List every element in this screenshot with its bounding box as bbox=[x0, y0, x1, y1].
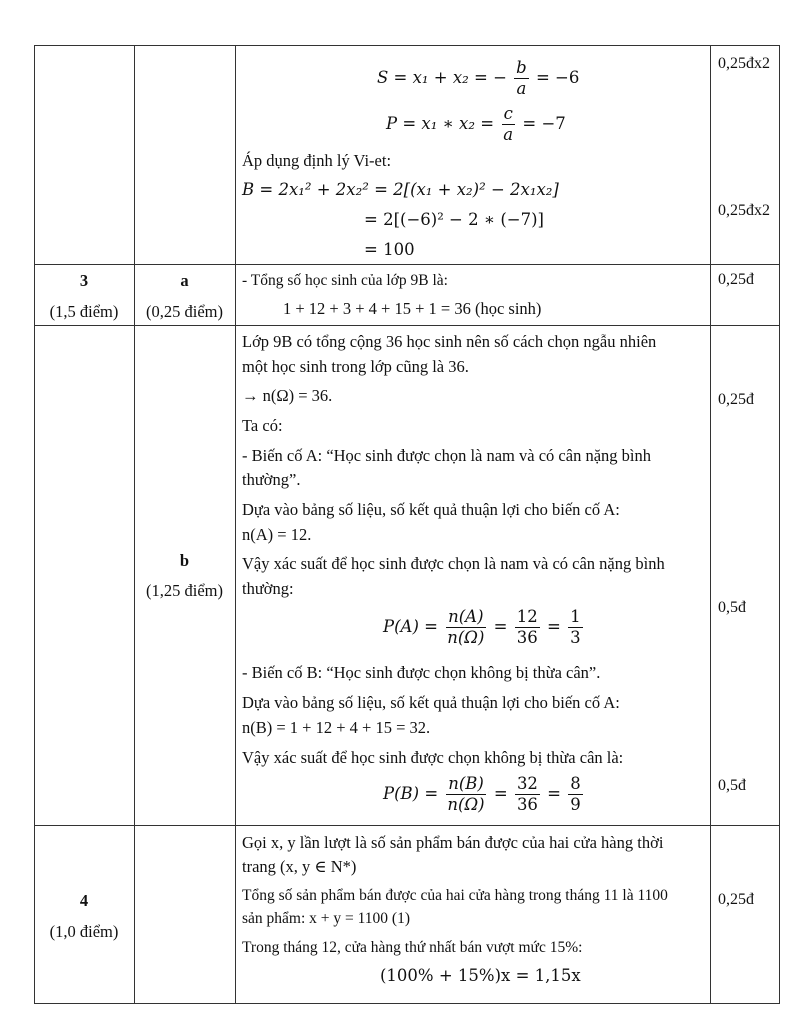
variables-definition-2: trang (x, y ∈ N*) bbox=[242, 857, 357, 876]
november-total-2: sản phẩm: x + y = 1100 (1) bbox=[242, 910, 411, 927]
event-a-favorable-text: Dựa vào bảng số liệu, số kết quả thuận lợi cho biến cố A: bbox=[242, 500, 620, 519]
total-students-sum: 1 + 12 + 3 + 4 + 15 + 1 = 36 (học sinh) bbox=[283, 299, 542, 318]
table-border-left bbox=[34, 45, 35, 1004]
question-number-3: 3 bbox=[79, 271, 89, 290]
viet-heading: Áp dụng định lý Vi-et: bbox=[242, 151, 392, 170]
sample-space-result: → n(Ω) = 36. bbox=[242, 386, 333, 405]
part-b-label: b bbox=[179, 551, 190, 570]
score-row1-a: 0,25đx2 bbox=[718, 55, 770, 72]
probability-a-text-1: Vậy xác suất để học sinh được chọn là nam và có cân nặng bình bbox=[242, 554, 665, 573]
question-4-points: (1,0 điểm) bbox=[49, 922, 119, 941]
event-a-count: n(A) = 12. bbox=[242, 525, 312, 544]
row-divider-1 bbox=[34, 264, 780, 265]
december-store1-equation: (100% + 15%)x = 1,15x bbox=[380, 966, 581, 985]
score-row4: 0,25đ bbox=[718, 891, 754, 908]
table-border-right bbox=[779, 45, 780, 1004]
question-3-points: (1,5 điểm) bbox=[49, 302, 119, 321]
event-a-definition-1: - Biến cố A: “Học sinh được chọn là nam và có cân nặng bình bbox=[242, 446, 651, 465]
question-number-4: 4 bbox=[79, 891, 89, 910]
probability-a-equation: P(A) = $\frac{n(A)}{n(\Omega)}$ = $\frac{12}{36}$ = $\frac{1}{3}$ bbox=[383, 607, 581, 647]
column-divider-1 bbox=[134, 45, 135, 1004]
variables-definition-1: Gọi x, y lần lượt là số sản phẩm bán được của hai cửa hàng thời bbox=[242, 833, 664, 852]
event-b-definition: - Biến cố B: “Học sinh được chọn không bị thừa cân”. bbox=[242, 663, 601, 682]
part-a-points: (0,25 điểm) bbox=[146, 302, 223, 321]
equation-b-line3: = 100 bbox=[364, 240, 415, 259]
score-row1-b: 0,25đx2 bbox=[718, 202, 770, 219]
table-border-bottom bbox=[34, 1003, 780, 1004]
row-divider-2 bbox=[34, 325, 780, 326]
total-students-heading: - Tổng số học sinh của lớp 9B là: bbox=[242, 272, 448, 289]
row-divider-3 bbox=[34, 825, 780, 826]
november-total-1: Tổng số sản phẩm bán được của hai cửa hàng trong tháng 11 là 1100 bbox=[242, 887, 668, 904]
event-b-count: n(B) = 1 + 12 + 4 + 15 = 32. bbox=[242, 718, 431, 737]
part-b-points: (1,25 điểm) bbox=[146, 581, 223, 600]
ta-co-label: Ta có: bbox=[242, 416, 283, 435]
probability-b-equation: P(B) = $\frac{n(B)}{n(\Omega)}$ = $\frac{32}{36}$ = $\frac{8}{9}$ bbox=[383, 774, 581, 814]
score-row2: 0,25đ bbox=[718, 271, 754, 288]
probability-a-text-2: thường: bbox=[242, 579, 294, 598]
equation-sum: S = x₁ + x₂ = − $\frac{b}{a}$ = −6 bbox=[377, 58, 580, 98]
event-b-favorable-text: Dựa vào bảng số liệu, số kết quả thuận lợi cho biến cố A: bbox=[242, 693, 620, 712]
score-row3-a: 0,25đ bbox=[718, 391, 754, 408]
probability-b-text: Vậy xác suất để học sinh được chọn không bị thừa cân là: bbox=[242, 748, 624, 767]
sample-space-text-2: một học sinh trong lớp cũng là 36. bbox=[242, 357, 469, 376]
event-a-definition-2: thường”. bbox=[242, 470, 301, 489]
score-row3-c: 0,5đ bbox=[718, 777, 746, 794]
equation-b-line2: = 2[(−6)² − 2 ∗ (−7)] bbox=[364, 210, 544, 229]
sample-space-text-1: Lớp 9B có tổng cộng 36 học sinh nên số cách chọn ngẫu nhiên bbox=[242, 332, 657, 351]
equation-product: P = x₁ ∗ x₂ = $\frac{c}{a}$ = −7 bbox=[386, 104, 566, 144]
december-store1-text: Trong tháng 12, cửa hàng thứ nhất bán vượt mức 15%: bbox=[242, 939, 583, 956]
column-divider-2 bbox=[235, 45, 236, 1004]
table-border-top bbox=[34, 45, 780, 46]
column-divider-3 bbox=[710, 45, 711, 1004]
score-row3-b: 0,5đ bbox=[718, 599, 746, 616]
equation-b-line1: B = 2x₁² + 2x₂² = 2[(x₁ + x₂)² − 2x₁x₂] bbox=[242, 180, 559, 199]
part-a-label: a bbox=[180, 271, 189, 290]
